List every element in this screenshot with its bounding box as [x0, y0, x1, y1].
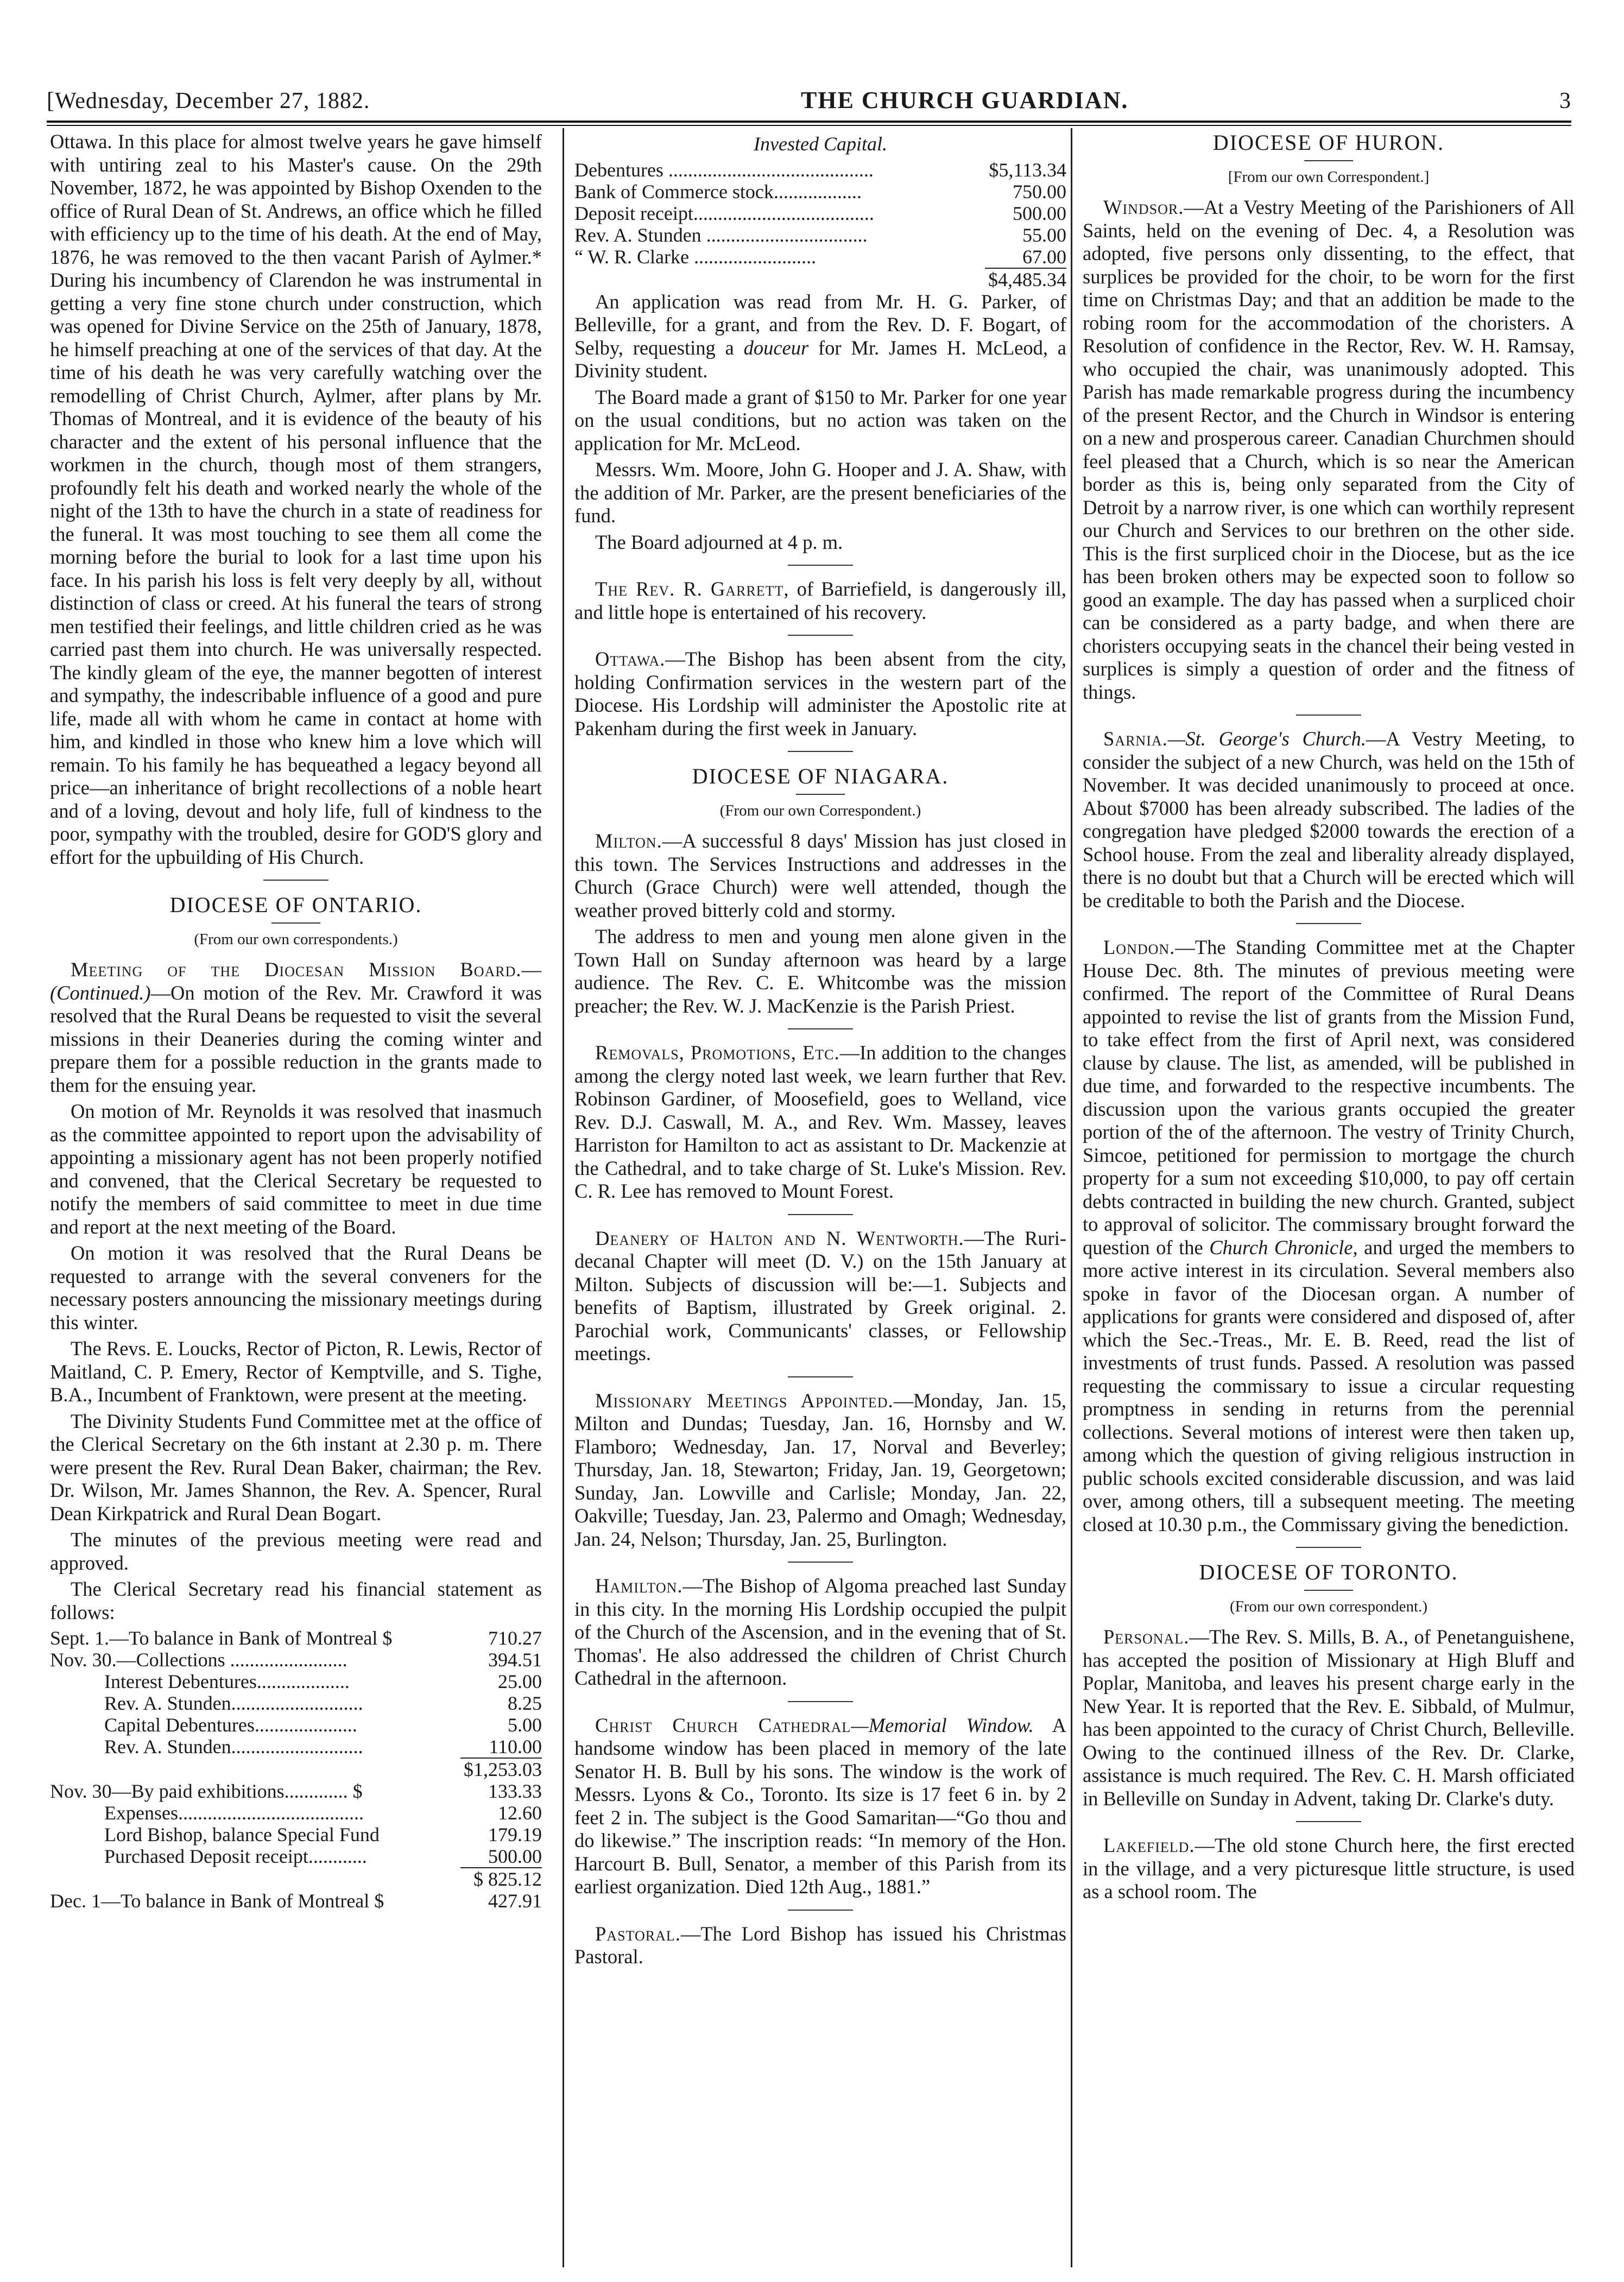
ledger-total-row: $1,253.03: [50, 1758, 542, 1780]
ledger-row: “ W. R. Clarke ......................... 67.00: [574, 245, 1066, 268]
header-rule: [47, 121, 1571, 126]
section-subtitle-toronto: (From our own correspondent.): [1229, 1597, 1428, 1615]
ledger-row: Interest Debentures................... 25.00: [104, 1671, 542, 1692]
ledger-row: Dec. 1—To balance in Bank of Montreal $ 427.91: [50, 1890, 542, 1912]
reynolds-motion-paragraph: On motion of Mr. Reynolds it was resolved that inasmuch as the committee appointed to report upon the advisability of appointing a missionary agent has not been properly notified and convened, that the Clerical Secretary be requested to notify the members of said committee to meet in due time and report at the next meeting of the Board.: [50, 1100, 542, 1238]
section-divider: [788, 635, 853, 636]
column-1: [50, 130, 542, 2264]
ledger-total-row: $4,485.34: [574, 268, 1066, 290]
ledger-row: Bank of Commerce stock.................. 750.00: [574, 180, 1066, 203]
section-divider: [1296, 715, 1361, 716]
ledger-row: Rev. A. Stunden........................... 110.00: [104, 1736, 542, 1758]
section-subtitle-huron: [From our own Correspondent.]: [1228, 168, 1430, 186]
section-title-huron: DIOCESE OF HURON.: [1212, 130, 1445, 155]
missionary-meetings-paragraph: Missionary Meetings Appointed.—Monday, Jan. 15, Milton and Dundas; Tuesday, Jan. 16, Hornsby and W. Flamboro; Wednesday, Jan. 17, Norval and Beverley; Thursday, Jan. 18, Stewarton; Friday, Jan. 19, Georgetown; Sunday, Jan. Lowville and Carlisle; Monday, Jan. 22, Oakville; Tuesday, Jan. 23, Palermo and Omagh; Wednesday, Jan. 24, Nelson; Thursday, Jan. 25, Burlington.: [574, 1389, 1066, 1550]
invested-capital-table: [574, 159, 1066, 290]
section-subtitle-niagara: (From our own Correspondent.): [719, 801, 921, 819]
ledger-row: Sept. 1.—To balance in Bank of Montreal $ 710.27: [50, 1627, 542, 1649]
ledger-row: Nov. 30.—Collections ........................ 394.51: [50, 1649, 542, 1671]
section-divider: [788, 1028, 853, 1029]
column-rule-2: [1071, 128, 1072, 2267]
paragraph-lead: Meeting of the Diocesan Mission Board.—: [71, 958, 542, 981]
section-divider: [1296, 923, 1361, 924]
page-header: [47, 81, 1571, 114]
adjourned-paragraph: The Board adjourned at 4 p. m.: [595, 530, 843, 553]
personal-paragraph: Personal.—The Rev. S. Mills, B. A., of Penetanguishene, has accepted the position of Missionary at High Bluff and Poplar, Manitoba, and leaves his present charge early in the New Year. It is reported that the Rev. E. Sibbald, of Mulmur, has been appointed to the curacy of Christ Church, Belleville. Owing to the continued illness of the Rev. Dr. Clarke, assistance is much required. The Rev. C. H. Marsh officiated in Belleville on Sunday in Advent, taking Dr. Clarke's duty.: [1083, 1626, 1575, 1810]
section-title-toronto: DIOCESE OF TORONTO.: [1199, 1560, 1458, 1584]
divinity-fund-paragraph: The Divinity Students Fund Committee met at the office of the Clerical Secretary on the 6th instant at 2.30 p. m. There were present the Rev. Rural Dean Baker, chairman; the Rev. Dr. Wilson, Mr. James Shannon, the Rev. A. Spencer, Rural Dean Kirkpatrick and Rural Dean Bogart.: [50, 1409, 542, 1525]
minutes-paragraph: The minutes of the previous meeting were read and approved.: [50, 1528, 542, 1574]
town-hall-paragraph: The address to men and young men alone given in the Town Hall on Sunday afternoon was heard by a large audience. The Rev. C. E. Whitcombe was the mission preacher; the Rev. W. J. MacKenzie is the Parish Priest.: [574, 925, 1066, 1017]
continued-note: (Continued.): [50, 981, 151, 1004]
london-paragraph: London.—The Standing Committee met at the Chapter House Dec. 8th. The minutes of previous meeting were confirmed. The report of the Committee of Rural Deans appointed to revise the list of grants from the Mission Fund, to take effect from the first of April next, was considered clause by clause. The list, as amended, will be published in due time, and forwarded to the respective incumbents. The discussion upon the various grants occupied the greater portion of the of the afternoon. The vestry of Trinity Church, Simcoe, petitioned for permission to mortgage the church property for a sum not exceeding $10,000, to pay off certain debts contracted in building the new church. Granted, subject to approval of solicitor. The commissary brought forward the question of the Church Chronicle, and urged the members to more active interest in its circulation. Several members also spoke in favor of the Diocesan organ. A number of applications for grants were considered and disposed of, after which the Sec.-Treas., Mr. E. B. Reed, read the list of investments of trust funds. Passed. A resolution was passed requesting the commissary to issue a circular requesting promptness in sending in returns from the perennial collections. Several motions of interest were then taken up, among which the question of giving religious instruction in public schools excited considerable discussion, and was laid over, among others, till a subsequent meeting. The meeting closed at 10.30 p.m., the Commissary giving the benediction.: [1083, 936, 1575, 1535]
financial-statement-intro: The Clerical Secretary read his financial statement as follows:: [50, 1578, 542, 1623]
ledger-row: Purchased Deposit receipt............ 500.00: [104, 1845, 542, 1867]
title-rule: [1304, 1590, 1353, 1591]
section-divider: [788, 1214, 853, 1215]
paragraph-text: —On motion of the Rev. Mr. Crawford it was resolved that the Rural Deans be requested to visit the several missions in their Deaneries during the coming winter and prepare them for a possible reduction in the grants made to them for the ensuing year.: [50, 981, 542, 1096]
beneficiaries-paragraph: Messrs. Wm. Moore, John G. Hooper and J. A. Shaw, with the addition of Mr. Parker, are the present beneficiaries of the fund.: [574, 458, 1066, 527]
ledger-row: Capital Debentures..................... 5.00: [104, 1714, 542, 1736]
garrett-paragraph: The Rev. R. Garrett, of Barriefield, is dangerously ill, and little hope is entertained of his recovery.: [574, 578, 1066, 623]
section-divider: [788, 1910, 853, 1911]
hamilton-paragraph: Hamilton.—The Bishop of Algoma preached last Sunday in this city. In the morning His Lordship occupied the pulpit of the Church of the Ascension, and in the evening that of St. Thomas'. He also addressed the children of Christ Church Cathedral in the afternoon.: [574, 1575, 1066, 1689]
column-3: [1083, 130, 1575, 2264]
title-rule: [1304, 160, 1353, 161]
section-divider: [788, 1701, 853, 1702]
milton-paragraph: Milton.—A successful 8 days' Mission has just closed in this town. The Services Instructions and addresses in the Church (Grace Church) were well attended, though the weather proved bitterly cold and stormy.: [574, 830, 1066, 921]
sarnia-paragraph: Sarnia.—St. George's Church.—A Vestry Meeting, to consider the subject of a new Church, was held on the 15th of November. It was decided unanimously to proceed at once. About $7000 has been already subscribed. The ladies of the congregation have pledged $2000 towards the erection of a School house. From the zeal and liberality already displayed, there is no doubt but that a Church will be erected which will be creditable to both the Parish and the Diocese.: [1083, 728, 1575, 912]
section-divider: [788, 1562, 853, 1563]
ledger-row: Deposit receipt..................................... 500.00: [574, 202, 1066, 224]
invested-capital-title: Invested Capital.: [754, 133, 887, 155]
deanery-paragraph: Deanery of Halton and N. Wentworth.—The Ruri-decanal Chapter will meet (D. V.) on the 15th January at Milton. Subjects of discussion will be:—1. Subjects and benefits of Baptism, illustrated by Greek original. 2. Parochial work, Communicants' classes, or Fellowship meetings.: [574, 1227, 1066, 1364]
financial-statement-table: [50, 1627, 542, 1912]
ledger-row: Debentures .......................................... $5,113.34: [574, 159, 1066, 181]
memorial-window-paragraph: Christ Church Cathedral—Memorial Window. A handsome window has been placed in memory of the late Senator H. B. Bull by his sons. The window is the work of Messrs. Lyons & Co., Toronto. Its size is 17 feet 6 in. by 2 feet 2 in. The subject is the Good Samaritan—“Go thou and do likewise.” The inscription reads: “In memory of the Hon. Harcourt B. Bull, Senator, a member of this Parish from its earliest organization. Died 12th Aug., 1881.”: [574, 1714, 1066, 1898]
section-title-ontario: DIOCESE OF ONTARIO.: [169, 893, 422, 917]
section-title-niagara: DIOCESE OF NIAGARA.: [692, 764, 949, 788]
removals-paragraph: Removals, Promotions, Etc.—In addition to the changes among the clergy noted last week, we learn further that Rev. Robinson Gardiner, of Moosefield, goes to Welland, vice Rev. D.J. Caswall, M. A., and Rev. Wm. Massey, leaves Harriston for Hamilton to act as assistant to Dr. Mackenzie at the Cathedral, and to take charge of St. Luke's Mission. Rev. C. R. Lee has removed to Mount Forest.: [574, 1041, 1066, 1202]
ledger-total-row: $ 825.12: [50, 1868, 542, 1890]
clergy-present-paragraph: The Revs. E. Loucks, Rector of Picton, R. Lewis, Rector of Maitland, C. P. Emery, Rector of Kemptville, and S. Tighe, B.A., Incumbent of Franktown, were present at the meeting.: [50, 1337, 542, 1406]
ledger-row: Rev. A. Stunden ................................. 55.00: [574, 224, 1066, 246]
ledger-row: Expenses...................................... 12.60: [104, 1802, 542, 1824]
section-divider: [788, 751, 853, 752]
title-rule: [271, 922, 320, 924]
section-subtitle-ontario: (From our own correspondents.): [194, 930, 398, 948]
application-paragraph: An application was read from Mr. H. G. Parker, of Belleville, for a grant, and from the Rev. D. F. Bogart, of Selby, requesting a douceur for Mr. James H. McLeod, a Divinity student.: [574, 290, 1066, 382]
section-divider: [788, 565, 853, 566]
section-divider: [1296, 1547, 1361, 1548]
windsor-paragraph: Windsor.—At a Vestry Meeting of the Parishioners of All Saints, held on the evening of Dec. 4, a Resolution was adopted, five persons only dissenting, to the effect, that surplices be provided for the choir, to be worn for the first time on Christmas Day; and that an addition be made to the robing room for the accommodation of the choristers. A Resolution of confidence in the Rector, Rev. W. H. Ramsay, who occupied the chair, was unanimously adopted. This Parish has made remarkable progress during the incumbency of the present Rector, and the Church in Windsor is entering on a new and prosperous career. Canadian Churchmen should feel pleased that a Church, which is so near the American border as this is, being only separated from the City of Detroit by a narrow river, is one which can worthily represent our Church and Services to our brethren on the other side. This is the first surpliced choir in the Diocese, but as the ice has been broken others may be expected soon to follow so good an example. The day has passed when a surpliced choir can be considered as a party badge, and when there are choristers occupying seats in the chancel their being vested in surplices is simply a question of order and the fitness of things.: [1083, 196, 1575, 703]
pastoral-paragraph: Pastoral.—The Lord Bishop has issued his Christmas Pastoral.: [574, 1922, 1066, 1968]
column-rule-1: [563, 128, 564, 2267]
section-divider: [1296, 1821, 1361, 1822]
page-number: 3: [1559, 89, 1571, 113]
masthead: THE CHURCH GUARDIAN.: [800, 87, 1129, 113]
ledger-row: Rev. A. Stunden........................... 8.25: [104, 1692, 542, 1714]
section-divider: [263, 880, 328, 881]
obituary-paragraph: Ottawa. In this place for almost twelve years he gave himself with untiring zeal to his Master's cause. On the 29th November, 1872, he was appointed by Bishop Oxenden to the office of Rural Dean of St. Andrews, an office which he filled with efficiency up to the time of his death. At the end of May, 1876, he was removed to the then vacant Parish of Aylmer.* During his incumbency of Clarendon he was instrumental in getting a very fine stone church under construction, which was opened for Divine Service on the 25th of January, 1878, he himself preaching at one of the services of that day. At the time of his death he was very carefully watching over the remodelling of Christ Church, Aylmer, after plans by Mr. Thomas of Montreal, and it is evidence of the beauty of his character and the extent of his personal influence that the workmen in the church, though most of them strangers, profoundly felt his death and worked nearly the whole of the night of the 13th to have the church in a state of readiness for the funeral. It was most touching to see them all come the morning before the burial to look for a last time upon his face. In his parish his loss is felt very deeply by all, without distinction of class or creed. At his funeral the tears of strong men testified their feelings, and little children cried as he was carried past them into church. He was universally respected. The kindly gleam of the eye, the manner begotten of interest and sympathy, the indescribable influence of a good and pure life, made all with whom he came in contact at home with him, and kindled in those who knew him a love which will remain. To his family he has bequeathed a legacy beyond all price—an inheritance of bright recollections of a noble heart and of a loving, devout and holy life, full of kindness to the poor, sympathy with the troubled, desire for GOD'S glory and effort for the upbuilding of His Church.: [50, 130, 542, 868]
title-rule: [796, 794, 845, 795]
column-2: [574, 130, 1066, 2264]
mission-board-paragraph: [50, 958, 542, 1097]
section-divider: [788, 1376, 853, 1377]
ledger-row: Nov. 30—By paid exhibitions............. $ 133.33: [50, 1780, 542, 1802]
issue-date: [Wednesday, December 27, 1882.: [47, 89, 370, 113]
rural-deans-paragraph: On motion it was resolved that the Rural Deans be requested to arrange with the several conveners for the necessary posters announcing the missionary meetings during this winter.: [50, 1242, 542, 1333]
ledger-row: Lord Bishop, balance Special Fund 179.19: [104, 1824, 542, 1845]
lakefield-paragraph: Lakefield.—The old stone Church here, the first erected in the village, and a very picturesque little structure, is used as a school room. The: [1083, 1834, 1575, 1902]
ottawa-paragraph: Ottawa.—The Bishop has been absent from the city, holding Confirmation services in the western part of the Diocese. His Lordship will administer the Apostolic rite at Pakenham during the first week in January.: [574, 648, 1066, 739]
grant-paragraph: The Board made a grant of $150 to Mr. Parker for one year on the usual conditions, but no action was taken on the application for Mr. McLeod.: [574, 385, 1066, 454]
